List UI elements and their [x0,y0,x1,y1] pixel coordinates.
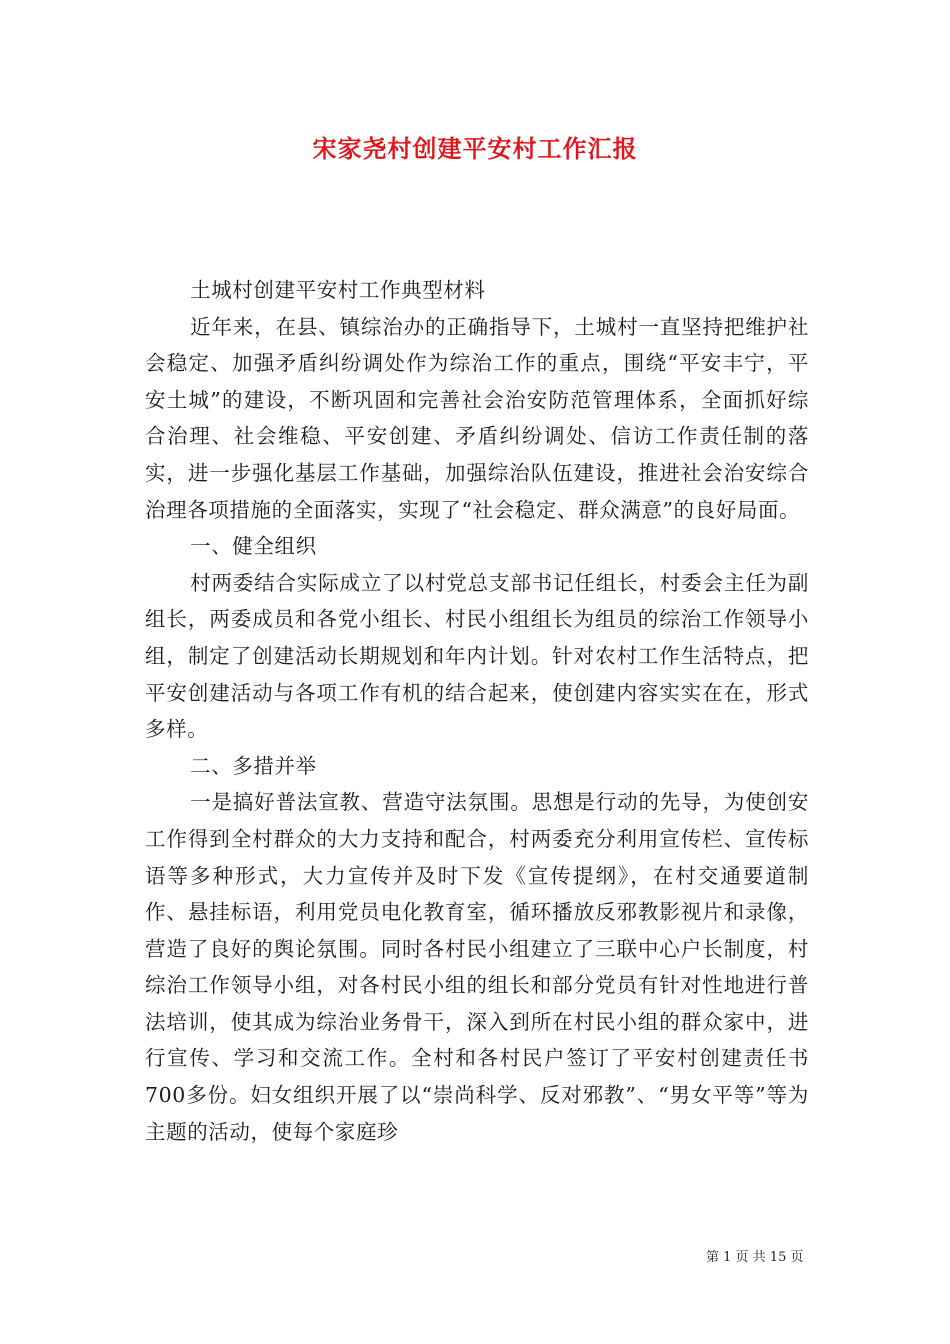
paragraph-measures: 一是搞好普法宣教、营造守法氛围。思想是行动的先导，为使创安工作得到全村群众的大力支持和配合，村两委充分利用宣传栏、宣传标语等多种形式，大力宣传并及时下发《宣传提纲》，在村交通要道制作、悬挂标语，利用党员电化教育室，循环播放反邪教影视片和录像，营造了良好的舆论氛围。同时各村民小组建立了三联中心户长制度，村综治工作领导小组，对各村民小组的组长和部分党员有针对性地进行普法培训，使其成为综治业务骨干，深入到所在村民小组的群众家中，进行宣传、学习和交流工作。全村和各村民户签订了平安村创建责任书700多份。妇女组织开展了以“崇尚科学、反对邪教”、“男女平等”等为主题的活动，使每个家庭珍 [145,790,809,1144]
paragraph-subtitle: 土城村创建平安村工作典型材料 [190,278,486,302]
document-title: 宋家尧村创建平安村工作汇报 [312,134,638,163]
paragraph-organization: 村两委结合实际成立了以村党总支部书记任组长，村委会主任为副组长，两委成员和各党小组长、村民小组组长为组员的综治工作领导小组，制定了创建活动长期规划和年内计划。针对农村工作生活特点，把平安创建活动与各项工作有机的结合起来，使创建内容实实在在，形式多样。 [145,570,809,742]
page-number: 第 1 页 共 15 页 [706,1250,804,1265]
section-heading-measures: 二、多措并举 [190,753,317,778]
document-body [145,272,809,1150]
paragraph-intro: 近年来，在县、镇综治办的正确指导下，土城村一直坚持把维护社会稳定、加强矛盾纠纷调处作为综治工作的重点，围绕“平安丰宁，平安土城”的建设，不断巩固和完善社会治安防范管理体系，全面抓好综合治理、社会维稳、平安创建、矛盾纠纷调处、信访工作责任制的落实，进一步强化基层工作基础，加强综治队伍建设，推进社会治安综合治理各项措施的全面落实，实现了“社会稳定、群众满意”的良好局面。 [145,314,809,522]
section-heading-organization: 一、健全组织 [190,534,317,559]
